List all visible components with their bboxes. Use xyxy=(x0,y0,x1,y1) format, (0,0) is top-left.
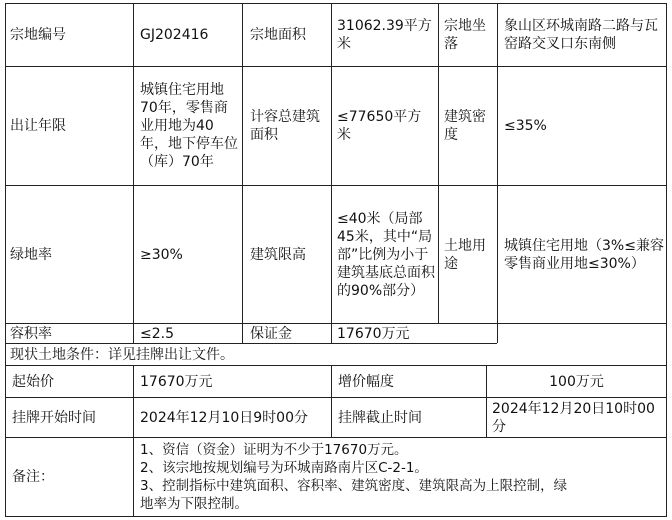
land-conditions: 现状土地条件：详见挂牌出让文件。 xyxy=(10,346,234,363)
price-increment: 100万元 xyxy=(549,373,604,390)
label-area: 宗地面积 xyxy=(250,27,306,43)
col-divider xyxy=(133,365,134,437)
remark-line: 1、资信（资金）证明为不少于17670万元。 xyxy=(140,442,408,458)
label-term: 出让年限 xyxy=(10,118,66,134)
green-rate: ≥30% xyxy=(140,246,183,263)
col-divider xyxy=(438,3,439,323)
col-divider xyxy=(331,3,332,343)
table-border xyxy=(666,3,667,517)
table-border xyxy=(5,3,6,517)
remark-line: 地率为下限控制。 xyxy=(140,496,248,512)
plot-ratio: ≤2.5 xyxy=(140,325,174,342)
parcel-no: GJ202416 xyxy=(140,27,209,43)
parcel-location: 象山区环城南路二路与瓦窑路交叉口东南侧 xyxy=(504,18,658,52)
listing-start-time: 2024年12月10日9时00分 xyxy=(140,409,308,426)
label-deposit: 保证金 xyxy=(250,325,292,342)
label-remarks: 备注： xyxy=(12,469,54,485)
transfer-term: 城镇住宅用地70年，零售商业用地为40年，地下停车位（库）70年 xyxy=(140,82,238,170)
label-height: 建筑限高 xyxy=(250,246,306,263)
land-use: 城镇住宅用地（3%≤兼容零售商业用地≤30%） xyxy=(504,237,664,272)
listing-end-time: 2024年12月20日10时00分 xyxy=(492,400,655,435)
col-divider xyxy=(497,3,498,343)
label-floor-area: 计容总建筑面积 xyxy=(250,109,320,143)
label-far: 容积率 xyxy=(10,325,52,342)
col-divider xyxy=(242,3,243,343)
start-price: 17670万元 xyxy=(140,373,213,390)
parcel-area: 31062.39平方米 xyxy=(337,18,432,52)
label-location: 宗地坐落 xyxy=(444,18,486,52)
remark-line: 2、该宗地按规划编号为环城南路南片区C-2-1。 xyxy=(140,460,428,476)
building-density: ≤35% xyxy=(504,118,547,134)
height-limit: ≤40米（局部45米，其中“局部”比例为小于建筑基底总面积的90%部分） xyxy=(337,210,435,299)
deposit: 17670万元 xyxy=(337,325,410,342)
col-divider xyxy=(133,437,134,517)
col-divider xyxy=(133,3,134,343)
label-green: 绿地率 xyxy=(10,246,52,263)
floor-area: ≤77650平方米 xyxy=(337,109,422,143)
label-end-time: 挂牌截止时间 xyxy=(338,409,422,426)
label-parcel-no: 宗地编号 xyxy=(10,27,66,43)
table-border xyxy=(5,516,667,517)
remark-line: 3、控制指标中建筑面积、容积率、建筑密度、建筑限高为上限控制，绿 xyxy=(140,478,568,494)
label-start-price: 起始价 xyxy=(12,373,54,390)
label-increment: 增价幅度 xyxy=(338,373,394,390)
label-density: 建筑密度 xyxy=(444,109,486,143)
remarks-text xyxy=(140,438,664,516)
label-start-time: 挂牌开始时间 xyxy=(12,409,96,426)
label-use: 土地用途 xyxy=(444,237,486,272)
col-divider xyxy=(331,365,332,437)
